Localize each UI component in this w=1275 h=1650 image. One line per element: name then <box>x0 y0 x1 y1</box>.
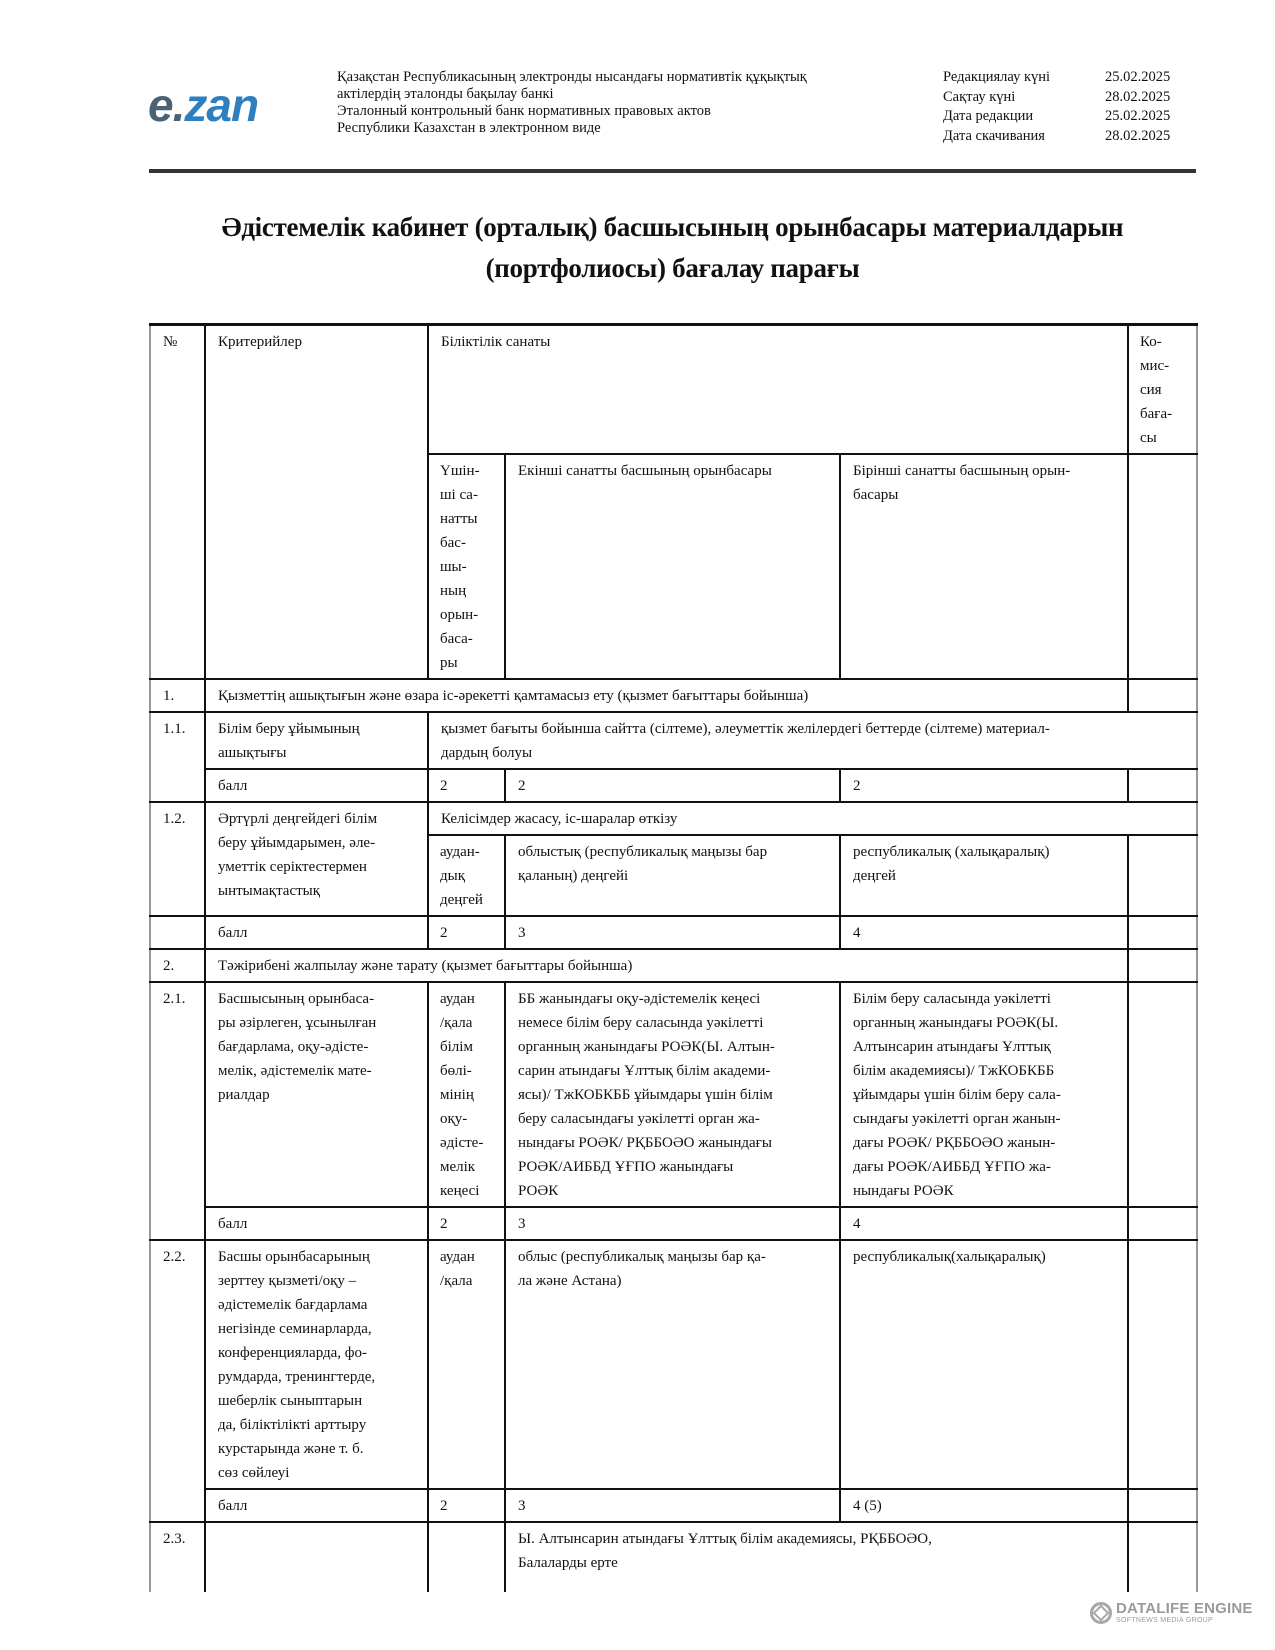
commission-score-cell[interactable] <box>1128 1207 1197 1240</box>
logo-letter-e: e <box>148 79 173 131</box>
row-criteria: Білім беру ұйымының ашықтығы <box>205 712 428 769</box>
section-row <box>150 949 1197 982</box>
row-criteria: Әртүрлі деңгейдегі білім беру ұйымдарымен, әле- уметтік серіктестермен ынтымақтастық <box>205 802 428 916</box>
empty-cell <box>1128 835 1197 916</box>
title-line: Әдістемелік кабинет (орталық) басшысының орынбасары материалдарын <box>221 212 1124 242</box>
header-criteria: Критерийлер <box>205 325 428 680</box>
watermark-sub: SOFTNEWS MEDIA GROUP <box>1116 1617 1214 1624</box>
row-criteria: Басшы орынбасарының зерттеу қызметі/оқу – әдістемелік бағдарлама негізінде семинарларда, конференцияларда, фо- румдарда, тренингтерде, шеберлік сыныптарын да, біліктілікті арттыру курстарында және т. б. сөз сөйлеуі <box>205 1240 428 1489</box>
date-value: 28.02.2025 <box>1105 88 1171 105</box>
title-line: (портфолиосы) бағалау парағы <box>485 253 860 283</box>
table-row <box>150 802 1197 835</box>
commission-score-cell[interactable] <box>1128 916 1197 949</box>
section-title: Қызметтің ашықтығын және өзара іс-әрекетті қамтамасыз ету (қызмет бағыттары бойынша) <box>205 679 1128 712</box>
level-first: республикалық (халықаралық) деңгей <box>840 835 1128 916</box>
header-third-category: Үшін- ші са- натты бас- шы- ның орын- баса- ры <box>428 454 505 679</box>
empty-cell <box>1128 679 1197 712</box>
header-no: № <box>150 325 205 680</box>
score-row <box>150 1207 1197 1240</box>
header-first-category: Бірінші санатты басшының орын- басары <box>840 454 1128 679</box>
header-divider <box>149 169 1196 173</box>
table-row <box>150 982 1197 1207</box>
empty-cell <box>205 1522 428 1592</box>
empty-cell <box>1128 1240 1197 1489</box>
datalife-watermark <box>1090 1601 1253 1625</box>
empty-cell <box>150 916 205 949</box>
section-no: 1. <box>150 679 205 712</box>
empty-cell <box>1128 982 1197 1207</box>
date-label: Дата скачивания <box>943 127 1045 144</box>
score-third: 2 <box>428 769 505 802</box>
row-description: Келісімдер жасасу, іс-шаралар өткізу <box>428 802 1197 835</box>
level-third: аудан /қала <box>428 1240 505 1489</box>
commission-score-cell[interactable] <box>1128 1489 1197 1522</box>
date-row <box>943 107 1170 127</box>
date-info <box>943 68 1170 146</box>
score-first: 4 (5) <box>840 1489 1128 1522</box>
row-no: 1.2. <box>150 802 205 916</box>
level-second: облыс (республикалық маңызы бар қа- ла және Астана) <box>505 1240 840 1489</box>
header-commission: Ко- мис- сия баға- сы <box>1128 325 1197 455</box>
evaluation-table <box>149 323 1198 1592</box>
level-first: Білім беру саласында уәкілетті органның жанындағы РОӘК(Ы. Алтынсарин атындағы Ұлттық білім академиясы)/ ТжКОБКББ ұйымдары үшін білім беру сала- сындағы уәкілетті орган жанын- дағы РОӘК/ РҚББОӘО жанын- дағы РОӘК/АИББД ҰҒПО жа- нындағы РОӘК <box>840 982 1128 1207</box>
date-row <box>943 68 1170 88</box>
bank-line: Республики Казахстан в электронном виде <box>337 120 601 136</box>
score-label: балл <box>205 1489 428 1522</box>
score-first: 4 <box>840 916 1128 949</box>
bank-description <box>337 69 897 137</box>
date-row <box>943 88 1170 108</box>
date-value: 25.02.2025 <box>1105 69 1171 85</box>
header-category: Біліктілік санаты <box>428 325 1128 455</box>
row-no: 2.3. <box>150 1522 205 1592</box>
date-value: 25.02.2025 <box>1105 108 1171 124</box>
date-label: Редакциялау күні <box>943 69 1051 85</box>
score-third: 2 <box>428 1207 505 1240</box>
section-title: Тәжірибені жалпылау және тарату (қызмет бағыттары бойынша) <box>205 949 1128 982</box>
score-third: 2 <box>428 1489 505 1522</box>
score-label: балл <box>205 1207 428 1240</box>
date-row <box>943 127 1170 147</box>
score-label: балл <box>205 769 428 802</box>
score-first: 2 <box>840 769 1128 802</box>
score-second: 3 <box>505 916 840 949</box>
level-second: ББ жанындағы оқу-әдістемелік кеңесі немесе білім беру саласында уәкілетті органның жанындағы РОӘК(Ы. Алтын- сарин атындағы Ұлттық білім академи- ясы)/ ТжКОБКББ ұйымдары үшін білім беру саласындағы уәкілетті орган жа- нындағы РОӘК/ РҚББОӘО жанындағы РОӘК/АИББД ҰҒПО жанындағы РОӘК <box>505 982 840 1207</box>
section-no: 2. <box>150 949 205 982</box>
bank-line: Эталонный контрольный банк нормативных правовых актов <box>337 103 711 119</box>
date-label: Дата редакции <box>943 108 1034 124</box>
row-criteria: Басшысының орынбаса- ры әзірлеген, ұсынылған бағдарлама, оқу-әдісте- мелік, әдістемелік мате- риалдар <box>205 982 428 1207</box>
date-label: Сақтау күні <box>943 88 1016 105</box>
datalife-logo-icon <box>1090 1602 1112 1624</box>
score-label: балл <box>205 916 428 949</box>
logo-dot: . <box>172 79 185 131</box>
level-first: республикалық(халықаралық) <box>840 1240 1128 1489</box>
commission-score-cell[interactable] <box>1128 769 1197 802</box>
table-row <box>150 1522 1197 1592</box>
row-no: 2.2. <box>150 1240 205 1522</box>
table-row <box>150 1240 1197 1489</box>
bank-line: Қазақстан Республикасының электронды нысандағы нормативтік құқықтық <box>337 69 807 85</box>
section-row <box>150 679 1197 712</box>
level-third: аудан- дық деңгей <box>428 835 505 916</box>
row-no: 1.1. <box>150 712 205 802</box>
date-value: 28.02.2025 <box>1105 127 1171 144</box>
document-title <box>150 207 1195 289</box>
score-row <box>150 1489 1197 1522</box>
empty-cell <box>1128 1522 1197 1592</box>
score-third: 2 <box>428 916 505 949</box>
watermark-brand: DATALIFE ENGINE <box>1116 1600 1253 1617</box>
logo-letters-zan: zan <box>184 79 259 131</box>
empty-cell <box>1128 949 1197 982</box>
level-second: облыстық (республикалық маңызы бар қаланың) деңгейі <box>505 835 840 916</box>
score-first: 4 <box>840 1207 1128 1240</box>
header-second-category: Екінші санатты басшының орынбасары <box>505 454 840 679</box>
empty-cell <box>428 1522 505 1592</box>
table-row <box>150 712 1197 769</box>
score-second: 2 <box>505 769 840 802</box>
row-description: қызмет бағыты бойынша сайтта (сілтеме), әлеуметтік желілердегі беттерде (сілтеме) материал- дардың болуы <box>428 712 1197 769</box>
score-row <box>150 916 1197 949</box>
score-row <box>150 769 1197 802</box>
ezan-logo <box>148 80 258 130</box>
level-description: Ы. Алтынсарин атындағы Ұлттық білім академиясы, РҚББОӘО, Балаларды ерте <box>505 1522 1128 1592</box>
table-header-row <box>150 325 1197 455</box>
empty-cell <box>1128 454 1197 679</box>
level-third: аудан /қала білім бөлі- мінің оқу- әдісте- мелік кеңесі <box>428 982 505 1207</box>
bank-line: актілердің эталонды бақылау банкі <box>337 86 554 102</box>
row-no: 2.1. <box>150 982 205 1240</box>
score-second: 3 <box>505 1207 840 1240</box>
score-second: 3 <box>505 1489 840 1522</box>
